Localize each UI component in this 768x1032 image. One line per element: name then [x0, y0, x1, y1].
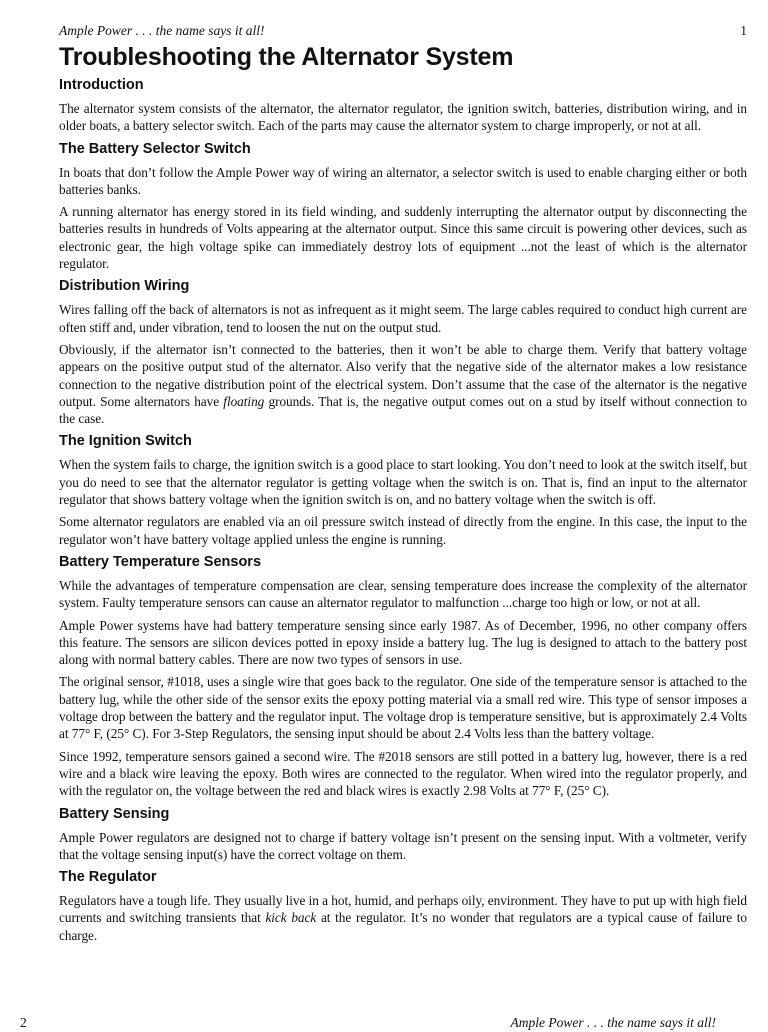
selector-paragraph-2: A running alternator has energy stored in its field winding, and suddenly interrupting the alternator output by disconnecting the batteries results in hundreds of Volts appearing at the alternator output. Since this same circuit is powering other devices, such as electronic gear, the high voltage spike can immediately destroy lots of equipment ...not the least of which is the alternator regulator.	[59, 204, 747, 272]
document-page	[59, 22, 747, 949]
distribution-paragraph-2-part-b: grounds. That is, the negative output comes out on a stud by itself without connection to the case.	[59, 393, 747, 427]
heading-battery-selector-switch: The Battery Selector Switch	[59, 140, 251, 157]
distribution-paragraph-2	[59, 341, 747, 427]
ignition-paragraph-2: Some alternator regulators are enabled via an oil pressure switch instead of directly from the engine. In this case, the input to the regulator won’t have battery voltage applied unless the engine is running.	[59, 514, 747, 547]
kick-back-emphasis: kick back	[265, 910, 317, 926]
heading-the-regulator: The Regulator	[59, 869, 157, 886]
header-tagline: Ample Power . . . the name says it all!	[59, 23, 265, 38]
temperature-paragraph-4: Since 1992, temperature sensors gained a second wire. The #2018 sensors are still potted in a battery lug, however, there is a red wire and a black wire leaving the epoxy. Both wires are connected to the regulator. When wired into the regulator properly, and with the regulator on, the voltage between the red and black wires is exactly 2.98 Volts at 77° F, (25° C).	[59, 748, 747, 799]
footer-tagline: Ample Power . . . the name says it all!	[510, 1015, 716, 1030]
heading-battery-temperature-sensors: Battery Temperature Sensors	[59, 553, 262, 570]
heading-introduction: Introduction	[59, 77, 144, 93]
heading-battery-sensing: Battery Sensing	[59, 805, 170, 822]
distribution-paragraph-1: Wires falling off the back of alternators is not as infrequent as it might seem. The large cables required to conduct high current are often stiff and, under vibration, tend to loosen the nut on the output stud.	[59, 302, 747, 335]
running-footer	[20, 1014, 720, 1032]
regulator-paragraph-1-part-a: Regulators have a tough life. They usually live in a hot, humid, and perhaps oily, environment. They have to put up with high field currents and switching transients that	[59, 893, 747, 926]
running-header	[59, 22, 747, 40]
temperature-paragraph-2: Ample Power systems have had battery temperature sensing since early 1987. As of December, 1996, no other company offers this feature. The sensors are silicon devices potted in epoxy inside a battery lug. The lug is designed to attach to the battery post along with normal battery cables. There are now two types of sensors in use.	[59, 617, 747, 668]
header-page-number: 1	[740, 23, 747, 38]
heading-ignition-switch: The Ignition Switch	[59, 433, 192, 450]
distribution-paragraph-2-part-a: Obviously, if the alternator isn’t connected to the batteries, then it won’t be able to charge them. Verify that battery voltage appears on the positive output stud of the alternator. Also verify that the negative side of the alternator makes a low resistance connection to the negative distribution point of the electrical system. Don’t assume that the case of the alternator is the negative output. Some alternators have	[59, 341, 747, 409]
introduction-paragraph-1: The alternator system consists of the alternator, the alternator regulator, the ignition switch, batteries, distribution wiring, and in older boats, a battery selector switch. Each of the parts may cause the alternator system to charge improperly, or not at all.	[59, 101, 747, 134]
footer-page-number: 2	[20, 1015, 27, 1030]
ignition-paragraph-1: When the system fails to charge, the ignition switch is a good place to start looking. You don’t need to look at the switch itself, but you do need to see that the alternator regulator is getting voltage when the switch is on. That is, find an input to the alternator regulator that shows battery voltage when the ignition switch is on, and no battery voltage when the switch is off.	[59, 457, 747, 508]
temperature-paragraph-1: While the advantages of temperature compensation are clear, sensing temperature does increase the complexity of the alternator system. Faulty temperature sensors can cause an alternator regulator to malfunction ...charge too high or low, or not at all.	[59, 577, 747, 611]
selector-paragraph-1: In boats that don’t follow the Ample Power way of wiring an alternator, a selector switch is used to enable charging either or both batteries banks.	[59, 164, 747, 197]
regulator-paragraph-1	[59, 892, 747, 944]
regulator-paragraph-1-part-b: at the regulator. It’s no wonder that regulators are a typical cause of failure to charge.	[59, 910, 748, 943]
heading-distribution-wiring: Distribution Wiring	[59, 278, 190, 295]
page-title: Troubleshooting the Alternator System	[59, 43, 514, 71]
floating-emphasis: floating	[223, 393, 265, 409]
sensing-paragraph-1: Ample Power regulators are designed not to charge if battery voltage isn’t present on the sensing input. With a voltmeter, verify that the voltage sensing input(s) have the correct voltage on them.	[59, 829, 747, 862]
temperature-paragraph-3: The original sensor, #1018, uses a single wire that goes back to the regulator. One side of the temperature sensor is attached to the battery lug, while the other side of the sensor exits the epoxy potting material via a small red wire. This type of sensor imposes a voltage drop between the battery and the regulator input. The voltage drop is temperature sensitive, but is approximately 2.4 Volts at 77° F, (25° C). For 3-Step Regulators, the sensing input should be about 2.4 Volts less than the battery voltage.	[59, 674, 747, 742]
